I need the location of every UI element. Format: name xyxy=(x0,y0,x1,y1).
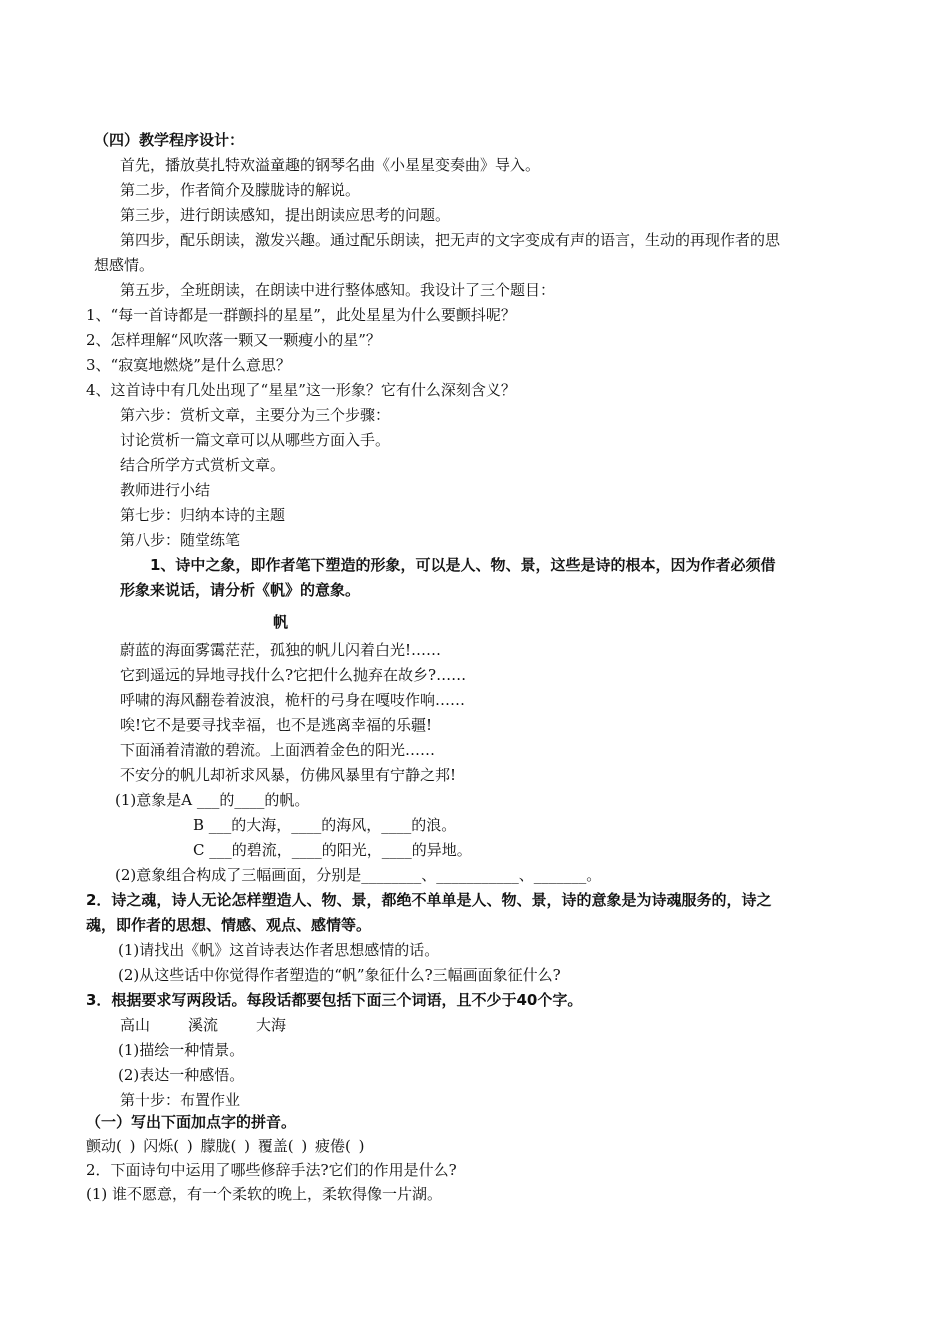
step-intro-line: 第五步，全班朗读，在朗读中进行整体感知。我设计了三个题目： xyxy=(120,281,556,299)
exercise3-line: 3．根据要求写两段话。每段话都要包括下面三个词语，且不少于40个字。 xyxy=(86,991,583,1009)
exercise2-subitem: (2)从这些话中你觉得作者塑造的“帆”象征什么?三幅画面象征什么? xyxy=(118,966,561,984)
question-item: 2、怎样理解“风吹落一颗又一颗瘦小的星”？ xyxy=(86,331,381,349)
step-intro-line: 第三步，进行朗读感知，提出朗读应思考的问题。 xyxy=(120,206,451,224)
exercise1-line: 1、诗中之象，即作者笔下塑造的形象，可以是人、物、景，这些是诗的根本，因为作者必须借 xyxy=(150,556,776,574)
poem-title: 帆 xyxy=(273,613,289,631)
word-item: 溪流 xyxy=(188,1016,219,1034)
word-item: 大海 xyxy=(256,1016,287,1034)
fill-blank-line: C ___的碧流，____的阳光，____的异地。 xyxy=(193,841,472,859)
question-item: 1、“每一首诗都是一群颤抖的星星”，此处星星为什么要颤抖呢？ xyxy=(86,306,516,324)
step-line: 第七步：归纳本诗的主题 xyxy=(120,506,286,524)
exercise2-line: 2．诗之魂，诗人无论怎样塑造人、物、景，都绝不单单是人、物、景，诗的意象是为诗魂服务的，诗之 xyxy=(86,891,772,909)
poem-line: 它到遥远的异地寻找什么?它把什么抛弃在故乡?…… xyxy=(120,666,467,684)
exercise2-line: 魂，即作者的思想、情感、观点、感情等。 xyxy=(86,916,372,934)
section-heading: （四）教学程序设计： xyxy=(94,131,245,149)
step-line: 第八步：随堂练笔 xyxy=(120,531,241,549)
step-line: 结合所学方式赏析文章。 xyxy=(120,456,286,474)
fill-blank-line: B ___的大海，____的海风，____的浪。 xyxy=(193,816,457,834)
step-intro-line: 想感情。 xyxy=(94,256,155,274)
step-intro-line: 第二步，作者简介及朦胧诗的解说。 xyxy=(120,181,361,199)
question-item: 4、这首诗中有几处出现了“星星”这一形象？它有什么深刻含义？ xyxy=(86,381,516,399)
step-line: 教师进行小结 xyxy=(120,481,211,499)
poem-line: 下面涌着清澈的碧流。上面洒着金色的阳光…… xyxy=(120,741,436,759)
exercise3-subitem: (1)描绘一种情景。 xyxy=(118,1041,245,1059)
question2-line: 2．下面诗句中运用了哪些修辞手法?它们的作用是什么? xyxy=(86,1161,457,1179)
poem-line: 蔚蓝的海面雾霭茫茫，孤独的帆儿闪着白光!…… xyxy=(120,641,442,659)
step-intro-line: 第四步，配乐朗读，激发兴趣。通过配乐朗读，把无声的文字变成有声的语言，生动的再现作者的思 xyxy=(120,231,781,249)
question2-subitem: (1) 谁不愿意，有一个柔软的晚上，柔软得像一片湖。 xyxy=(86,1185,443,1203)
question-item: 3、“寂寞地燃烧”是什么意思？ xyxy=(86,356,291,374)
step-intro-line: 首先，播放莫扎特欢溢童趣的钢琴名曲《小星星变奏曲》导入。 xyxy=(120,156,541,174)
homework-heading: （一）写出下面加点字的拼音。 xyxy=(86,1113,297,1131)
exercise3-subitem: (2)表达一种感悟。 xyxy=(118,1066,245,1084)
word-item: 高山 xyxy=(120,1016,151,1034)
step-ten: 第十步：布置作业 xyxy=(120,1091,241,1109)
poem-line: 唉!它不是要寻找幸福，也不是逃离幸福的乐疆! xyxy=(120,716,433,734)
poem-line: 呼啸的海风翻卷着波浪，桅杆的弓身在嘎吱作响…… xyxy=(120,691,466,709)
fill-blank-line: (2)意象组合构成了三幅画面，分别是________、___________、_______。 xyxy=(115,866,602,884)
step-line: 第六步：赏析文章，主要分为三个步骤： xyxy=(120,406,391,424)
step-line: 讨论赏析一篇文章可以从哪些方面入手。 xyxy=(120,431,391,449)
exercise2-subitem: (1)请找出《帆》这首诗表达作者思想感情的话。 xyxy=(118,941,440,959)
pinyin-line: 颤动( ) 闪烁( ) 朦胧( ) 覆盖( ) 疲倦( ) xyxy=(86,1137,365,1155)
poem-line: 不安分的帆儿却祈求风暴，仿佛风暴里有宁静之邦! xyxy=(120,766,457,784)
fill-blank-line: (1)意象是A ___的____的帆。 xyxy=(115,791,310,809)
exercise1-line: 形象来说话，请分析《帆》的意象。 xyxy=(120,581,361,599)
